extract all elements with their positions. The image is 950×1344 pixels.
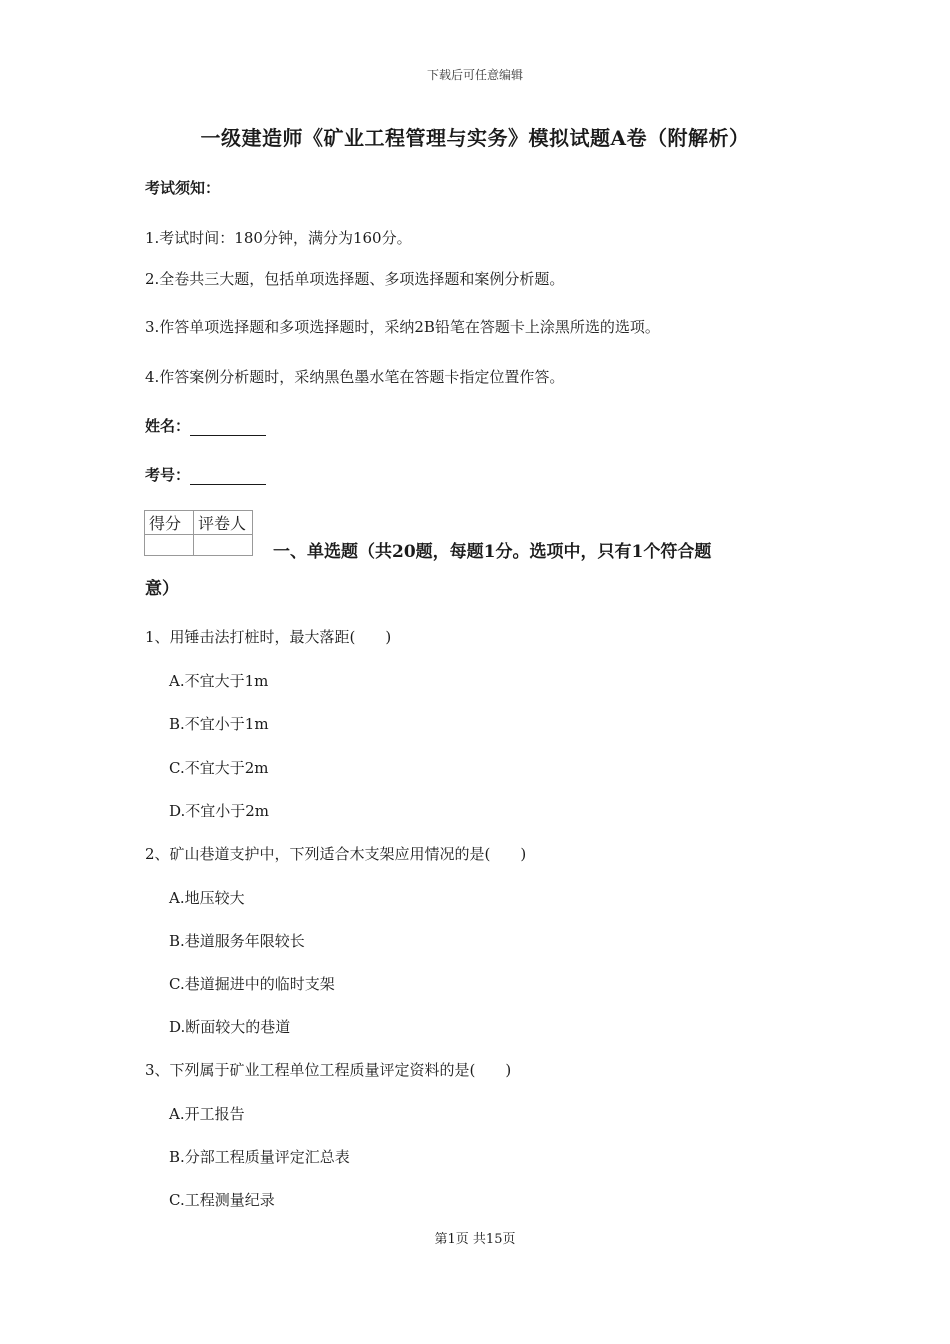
score-header: 得分 — [145, 511, 194, 535]
question-stem: 2、矿山巷道支护中，下列适合木支架应用情况的是( ) — [145, 845, 527, 863]
name-label: 姓名： — [145, 417, 191, 435]
question-option: D.断面较大的巷道 — [169, 1018, 291, 1036]
exam-id-field — [145, 464, 266, 485]
question-option: B.不宜小于1m — [169, 715, 269, 733]
notice-item: 1.考试时间：180分钟，满分为160分。 — [145, 229, 412, 247]
section-title: 一、单选题（共20题，每题1分。选项中，只有1个符合题 — [273, 542, 712, 562]
grader-header: 评卷人 — [194, 511, 253, 535]
section-title-continued: 意） — [145, 579, 179, 599]
score-cell — [145, 535, 194, 556]
question-option: A.地压较大 — [169, 889, 245, 907]
question-option: A.不宜大于1m — [169, 672, 269, 690]
grader-cell — [194, 535, 253, 556]
name-field — [145, 415, 266, 436]
notice-item: 2.全卷共三大题，包括单项选择题、多项选择题和案例分析题。 — [145, 270, 565, 288]
page-number-footer: 第1页 共15页 — [434, 1232, 516, 1247]
question-option: C.工程测量纪录 — [169, 1191, 275, 1209]
exam-id-blank-line — [190, 468, 266, 485]
exam-id-label: 考号： — [145, 466, 191, 484]
question-option: B.巷道服务年限较长 — [169, 932, 305, 950]
header-note: 下载后可任意编辑 — [426, 68, 523, 82]
document-title: 一级建造师《矿业工程管理与实务》模拟试题A卷（附解析） — [200, 126, 750, 150]
name-blank-line — [190, 419, 266, 436]
score-table — [144, 510, 253, 556]
question-stem: 1、用锤击法打桩时，最大落距( ) — [145, 628, 392, 646]
question-option: C.巷道掘进中的临时支架 — [169, 975, 335, 993]
question-option: B.分部工程质量评定汇总表 — [169, 1148, 350, 1166]
question-option: D.不宜小于2m — [169, 802, 270, 820]
question-option: A.开工报告 — [169, 1105, 245, 1123]
notice-item: 3.作答单项选择题和多项选择题时，采纳2B铅笔在答题卡上涂黑所选的选项。 — [145, 318, 660, 336]
notice-item: 4.作答案例分析题时，采纳黑色墨水笔在答题卡指定位置作答。 — [145, 368, 565, 386]
question-stem: 3、下列属于矿业工程单位工程质量评定资料的是( ) — [145, 1061, 512, 1079]
question-option: C.不宜大于2m — [169, 759, 269, 777]
notice-heading: 考试须知： — [145, 179, 221, 197]
